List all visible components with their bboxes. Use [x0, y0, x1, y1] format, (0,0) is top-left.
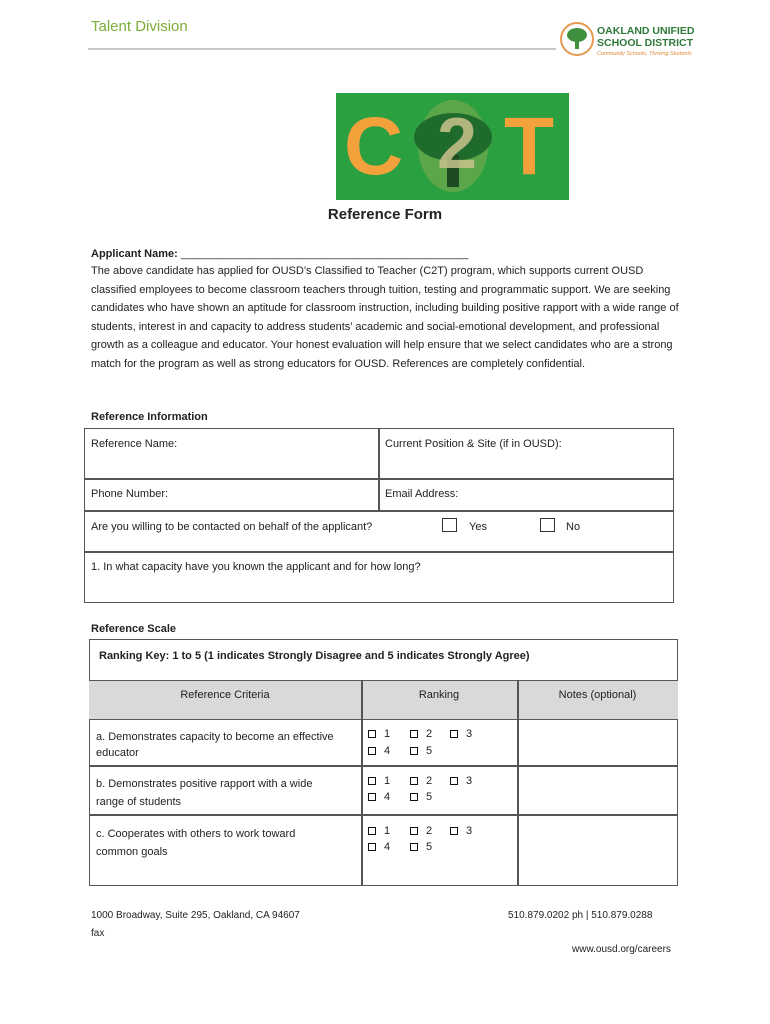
phone-number-field[interactable]: Phone Number:: [91, 488, 169, 500]
checkbox-icon: [368, 827, 376, 835]
checkbox-icon: [410, 827, 418, 835]
banner-letter-c: C: [344, 101, 404, 192]
notes-row-a[interactable]: [519, 722, 676, 764]
footer-address: 1000 Broadway, Suite 295, Oakland, CA 94607: [91, 910, 300, 921]
checkbox-icon: [410, 777, 418, 785]
notes-row-c[interactable]: [519, 816, 676, 884]
email-address-field[interactable]: Email Address:: [385, 488, 459, 500]
applicant-name-blank[interactable]: _______________________________________________: [180, 248, 469, 260]
ranking-header: Ranking: [418, 689, 460, 701]
banner-letter-t: T: [504, 101, 555, 192]
rank-c-5[interactable]: 5: [410, 841, 432, 853]
checkbox-icon: [410, 747, 418, 755]
yes-label: Yes: [469, 521, 487, 533]
footer-phones: 510.879.0202 ph | 510.879.0288: [508, 910, 653, 921]
district-name: OAKLAND UNIFIED SCHOOL DISTRICT: [597, 25, 695, 49]
rank-c-4[interactable]: 4: [368, 841, 390, 853]
current-position-field[interactable]: Current Position & Site (if in OUSD):: [385, 438, 562, 450]
rank-b-5[interactable]: 5: [410, 791, 432, 803]
criteria-header: Reference Criteria: [180, 689, 270, 701]
rank-a-2[interactable]: 2: [410, 728, 432, 740]
notes-header: Notes (optional): [558, 689, 637, 701]
checkbox-icon: [410, 793, 418, 801]
footer-website[interactable]: www.ousd.org/careers: [572, 944, 671, 955]
rank-c-3[interactable]: 3: [450, 825, 472, 837]
rank-c-2[interactable]: 2: [410, 825, 432, 837]
district-tagline: Community Schools, Thriving Students: [597, 51, 692, 57]
rank-a-1[interactable]: 1: [368, 728, 390, 740]
yes-checkbox[interactable]: [442, 518, 457, 532]
criteria-row-b: b. Demonstrates positive rapport with a wide range of students: [96, 778, 313, 808]
intro-paragraph: The above candidate has applied for OUSD’s Classified to Teacher (C2T) program, which supports current OUSD classified employees to become classroom teachers through tuition, testing and programmatic support. We are seeking candidates who have shown an aptitude for classroom instruction, including building positive rapport with a wide range of students, interest in and capacity to address students’ academic and social-emotional development, and professional growth as a colleague and educator. Your honest evaluation will help ensure that we select candidates who are a strong match for the program as well as strong educators for OUSD. References are completely confidential.: [91, 265, 679, 370]
checkbox-icon: [368, 730, 376, 738]
checkbox-icon: [368, 747, 376, 755]
checkbox-icon: [450, 827, 458, 835]
header-divider: [88, 48, 556, 50]
rank-a-4[interactable]: 4: [368, 745, 390, 757]
notes-row-b[interactable]: [519, 767, 676, 813]
rank-a-3[interactable]: 3: [450, 728, 472, 740]
capacity-question-field[interactable]: 1. In what capacity have you known the applicant and for how long?: [91, 561, 421, 573]
rank-c-1[interactable]: 1: [368, 825, 390, 837]
checkbox-icon: [450, 730, 458, 738]
footer-fax: fax: [91, 928, 105, 939]
ranking-key: Ranking Key: 1 to 5 (1 indicates Strongly Disagree and 5 indicates Strongly Agree): [99, 650, 530, 662]
checkbox-icon: [410, 730, 418, 738]
applicant-name-label: Applicant Name:: [91, 248, 178, 260]
checkbox-icon: [368, 793, 376, 801]
checkbox-icon: [450, 777, 458, 785]
checkbox-icon: [368, 777, 376, 785]
reference-scale-label: Reference Scale: [91, 623, 176, 635]
page-title: Reference Form: [327, 206, 443, 223]
ousd-seal-logo: [560, 22, 594, 56]
rank-b-1[interactable]: 1: [368, 775, 390, 787]
checkbox-icon: [368, 843, 376, 851]
criteria-row-c: c. Cooperates with others to work toward common goals: [96, 828, 296, 858]
rank-b-4[interactable]: 4: [368, 791, 390, 803]
talent-division-title: Talent Division: [91, 18, 188, 35]
rank-b-3[interactable]: 3: [450, 775, 472, 787]
applicant-name-line[interactable]: [91, 248, 468, 260]
no-checkbox[interactable]: [540, 518, 555, 532]
reference-name-field[interactable]: Reference Name:: [91, 438, 178, 450]
reference-info-label: Reference Information: [91, 411, 208, 423]
banner-letter-2: 2: [437, 104, 478, 184]
checkbox-icon: [410, 843, 418, 851]
tree-icon: [567, 28, 587, 42]
c2t-banner: [336, 93, 569, 200]
rank-a-5[interactable]: 5: [410, 745, 432, 757]
rank-b-2[interactable]: 2: [410, 775, 432, 787]
contact-question: Are you willing to be contacted on behalf of the applicant?: [91, 521, 373, 533]
no-label: No: [566, 521, 581, 533]
criteria-row-a: a. Demonstrates capacity to become an effective educator: [96, 731, 334, 759]
